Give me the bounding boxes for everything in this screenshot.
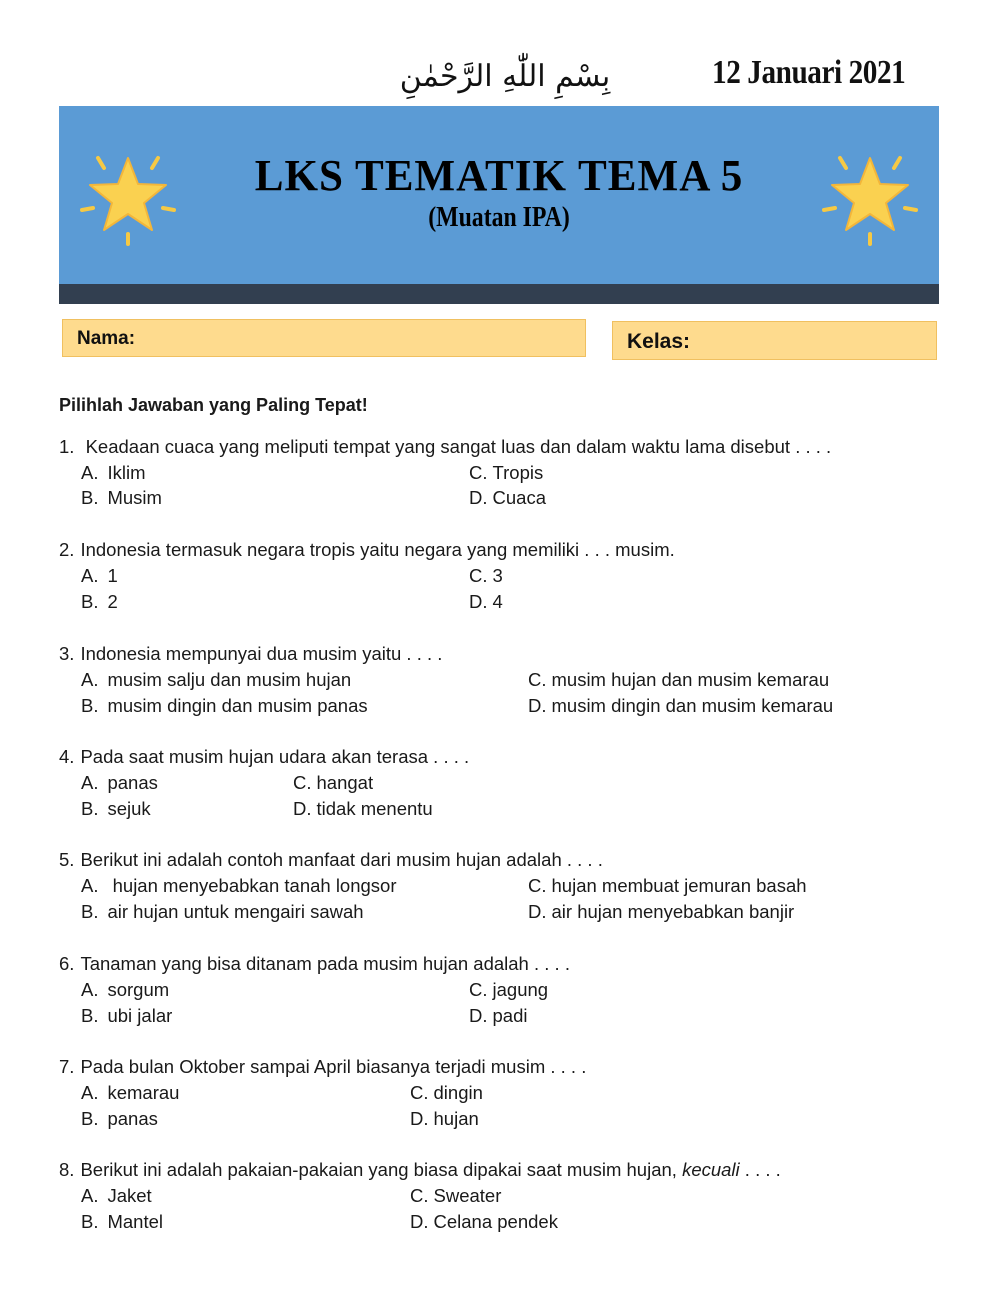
option-text: musim hujan dan musim kemarau xyxy=(551,669,830,690)
option-a[interactable] xyxy=(81,875,397,897)
question-number: 5. xyxy=(59,849,75,870)
worksheet-title: LKS TEMATIK TEMA 5 xyxy=(254,151,744,200)
class-field[interactable] xyxy=(612,321,937,360)
option-c[interactable] xyxy=(293,772,373,794)
option-letter: C. xyxy=(469,565,488,586)
question-6 xyxy=(59,953,570,975)
option-d[interactable] xyxy=(293,798,433,820)
option-letter: A. xyxy=(81,1185,99,1206)
question-text: Berikut ini adalah pakaian-pakaian yang biasa dipakai saat musim hujan, xyxy=(80,1159,683,1180)
option-text: dingin xyxy=(433,1082,483,1103)
option-b[interactable] xyxy=(81,487,162,509)
question-text: Pada saat musim hujan udara akan terasa . . . . xyxy=(80,746,470,767)
option-text: hujan membuat jemuran basah xyxy=(551,875,807,896)
option-letter: B. xyxy=(81,901,99,922)
question-text: Berikut ini adalah contoh manfaat dari musim hujan adalah . . . . xyxy=(80,849,603,870)
option-a[interactable] xyxy=(81,1185,152,1207)
question-1 xyxy=(59,436,831,458)
option-d[interactable] xyxy=(410,1108,479,1130)
option-text: sorgum xyxy=(107,979,170,1000)
question-text-end: . . . . xyxy=(739,1159,781,1180)
option-letter: D. xyxy=(410,1108,429,1129)
option-b[interactable] xyxy=(81,695,368,717)
option-text: Cuaca xyxy=(492,487,546,508)
option-text: kemarau xyxy=(107,1082,180,1103)
option-text: Jaket xyxy=(107,1185,152,1206)
option-c[interactable] xyxy=(469,565,503,587)
option-text: air hujan menyebabkan banjir xyxy=(551,901,795,922)
question-number: 6. xyxy=(59,953,75,974)
option-c[interactable] xyxy=(528,669,829,691)
question-text: Indonesia termasuk negara tropis yaitu negara yang memiliki . . . musim. xyxy=(80,539,675,560)
class-label: Kelas: xyxy=(627,330,691,353)
option-letter: B. xyxy=(81,1211,99,1232)
banner-bottom-bar xyxy=(59,284,939,304)
option-letter: A. xyxy=(81,875,99,896)
option-text: padi xyxy=(492,1005,528,1026)
option-letter: C. xyxy=(469,462,488,483)
option-letter: D. xyxy=(293,798,312,819)
option-d[interactable] xyxy=(469,487,546,509)
option-letter: A. xyxy=(81,1082,99,1103)
question-4 xyxy=(59,746,469,768)
option-letter: B. xyxy=(81,1005,99,1026)
option-text: panas xyxy=(107,1108,158,1129)
option-letter: C. xyxy=(528,875,547,896)
option-text: 3 xyxy=(492,565,503,586)
option-text: sejuk xyxy=(107,798,151,819)
name-field[interactable] xyxy=(62,319,586,357)
option-letter: A. xyxy=(81,565,99,586)
option-letter: B. xyxy=(81,591,99,612)
option-letter: B. xyxy=(81,487,99,508)
question-text: Pada bulan Oktober sampai April biasanya terjadi musim . . . . xyxy=(80,1056,587,1077)
question-number: 2. xyxy=(59,539,75,560)
option-c[interactable] xyxy=(469,462,543,484)
option-d[interactable] xyxy=(528,695,833,717)
option-letter: A. xyxy=(81,772,99,793)
option-letter: D. xyxy=(469,1005,488,1026)
option-b[interactable] xyxy=(81,1108,158,1130)
option-text: hujan xyxy=(433,1108,479,1129)
option-b[interactable] xyxy=(81,1005,172,1027)
question-number: 1. xyxy=(59,436,75,457)
option-letter: C. xyxy=(528,669,547,690)
option-text: ubi jalar xyxy=(107,1005,173,1026)
option-text: jagung xyxy=(492,979,549,1000)
question-7 xyxy=(59,1056,586,1078)
question-emphasis: kecuali xyxy=(682,1159,740,1180)
option-letter: A. xyxy=(81,979,99,1000)
option-letter: D. xyxy=(528,901,547,922)
option-a[interactable] xyxy=(81,462,146,484)
basmalah-calligraphy: بِسْمِ اللّٰهِ الرَّحْمٰنِ xyxy=(399,59,611,94)
question-text: Keadaan cuaca yang meliputi tempat yang sangat luas dan dalam waktu lama disebut . . . . xyxy=(80,436,832,457)
option-letter: B. xyxy=(81,1108,99,1129)
option-letter: C. xyxy=(293,772,312,793)
option-text: musim salju dan musim hujan xyxy=(107,669,352,690)
option-text: Celana pendek xyxy=(433,1211,558,1232)
option-text: musim dingin dan musim kemarau xyxy=(551,695,834,716)
option-letter: B. xyxy=(81,798,99,819)
question-8 xyxy=(59,1159,781,1181)
option-letter: C. xyxy=(469,979,488,1000)
option-d[interactable] xyxy=(469,1005,527,1027)
option-text: hangat xyxy=(316,772,374,793)
option-text: 1 xyxy=(107,565,118,586)
question-text: Indonesia mempunyai dua musim yaitu . . . . xyxy=(80,643,443,664)
option-b[interactable] xyxy=(81,901,364,923)
option-a[interactable] xyxy=(81,772,158,794)
option-text: Sweater xyxy=(433,1185,502,1206)
option-d[interactable] xyxy=(410,1211,558,1233)
option-text: hujan menyebabkan tanah longsor xyxy=(107,875,397,896)
question-text: Tanaman yang bisa ditanam pada musim hujan adalah . . . . xyxy=(80,953,570,974)
option-d[interactable] xyxy=(469,591,503,613)
question-number: 7. xyxy=(59,1056,75,1077)
option-a[interactable] xyxy=(81,565,118,587)
question-2 xyxy=(59,539,675,561)
option-a[interactable] xyxy=(81,669,351,691)
option-letter: C. xyxy=(410,1185,429,1206)
worksheet-subtitle: (Muatan IPA) xyxy=(428,201,570,233)
option-letter: D. xyxy=(528,695,547,716)
option-b[interactable] xyxy=(81,798,151,820)
option-text: Iklim xyxy=(107,462,146,483)
option-b[interactable] xyxy=(81,591,118,613)
question-5 xyxy=(59,849,603,871)
question-number: 8. xyxy=(59,1159,75,1180)
question-number: 3. xyxy=(59,643,75,664)
option-b[interactable] xyxy=(81,1211,163,1233)
option-c[interactable] xyxy=(410,1185,501,1207)
name-label: Nama: xyxy=(77,328,136,349)
option-text: 2 xyxy=(107,591,118,612)
option-a[interactable] xyxy=(81,1082,179,1104)
option-c[interactable] xyxy=(410,1082,483,1104)
option-text: air hujan untuk mengairi sawah xyxy=(107,901,364,922)
option-letter: B. xyxy=(81,695,99,716)
option-letter: D. xyxy=(469,591,488,612)
option-c[interactable] xyxy=(528,875,807,897)
option-text: Mantel xyxy=(107,1211,164,1232)
option-letter: A. xyxy=(81,462,99,483)
option-letter: D. xyxy=(410,1211,429,1232)
instruction: Pilihlah Jawaban yang Paling Tepat! xyxy=(59,395,368,415)
option-text: Musim xyxy=(107,487,162,508)
question-3 xyxy=(59,643,442,665)
option-text: tidak menentu xyxy=(316,798,433,819)
option-c[interactable] xyxy=(469,979,548,1001)
option-a[interactable] xyxy=(81,979,169,1001)
date: 12 Januari 2021 xyxy=(712,54,906,91)
option-text: panas xyxy=(107,772,158,793)
option-letter: D. xyxy=(469,487,488,508)
option-text: Tropis xyxy=(492,462,544,483)
option-letter: C. xyxy=(410,1082,429,1103)
option-text: 4 xyxy=(492,591,503,612)
option-letter: A. xyxy=(81,669,99,690)
option-text: musim dingin dan musim panas xyxy=(107,695,368,716)
question-number: 4. xyxy=(59,746,75,767)
option-d[interactable] xyxy=(528,901,794,923)
